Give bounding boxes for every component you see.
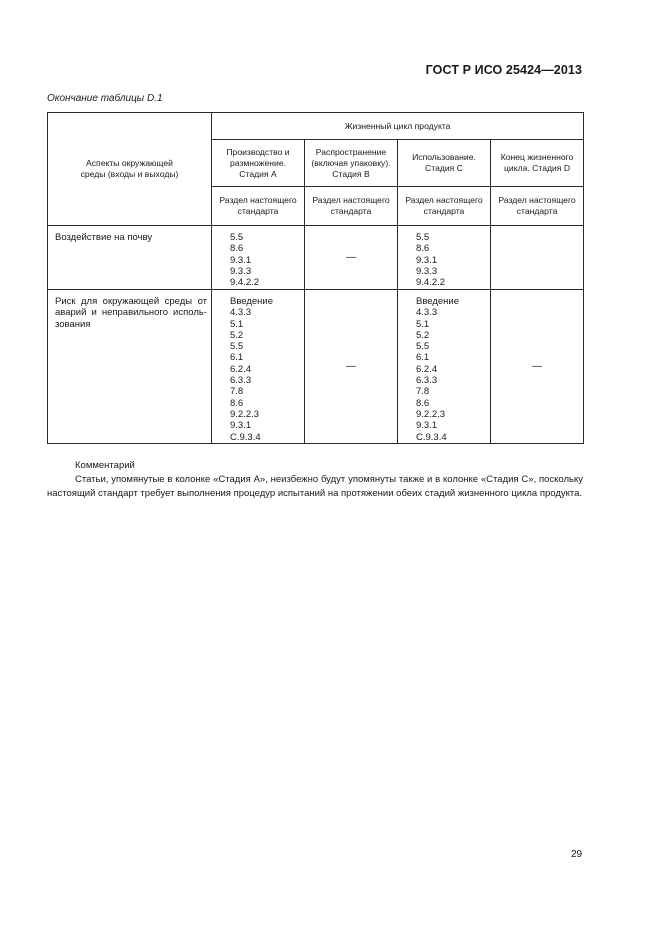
stage-a-header-text: Производство и размножение. Стадия А xyxy=(226,146,290,179)
section-ref: 6.3.3 xyxy=(416,375,438,387)
environmental-aspects-table xyxy=(47,112,584,444)
section-ref: 8.6 xyxy=(230,243,244,255)
section-label-c-text: Раздел настоящего стандарта xyxy=(405,195,483,216)
section-ref: 5.5 xyxy=(416,232,430,243)
section-ref: Введение xyxy=(230,296,274,307)
section-ref: 5.5 xyxy=(230,341,244,353)
stage-a-sections xyxy=(212,290,305,444)
stage-c-header xyxy=(398,140,491,187)
stage-a-sections xyxy=(212,226,305,290)
section-ref: 9.2.2.3 xyxy=(230,408,260,420)
table-caption: Окончание таблицы D.1 xyxy=(47,93,163,104)
section-label-a xyxy=(212,187,305,226)
section-ref: 4.3.3 xyxy=(416,307,438,319)
section-ref: 6.2.4 xyxy=(416,363,438,375)
section-label-b-text: Раздел настоящего стандарта xyxy=(312,195,390,216)
section-ref: 4.3.3 xyxy=(230,307,252,319)
section-ref: 5.5 xyxy=(230,232,244,243)
comment-text: Статьи, упомянутые в колонке «Стадия А», неизбежно будут упомянуты также и в колонке «Стадия С», поскольку настоящий стандарт требует выполнения процедур испытаний на протяжении обеих стадий жизненного цикла продукта. xyxy=(47,474,583,499)
section-ref: 8.6 xyxy=(230,397,244,409)
section-ref: 9.3.1 xyxy=(230,254,252,266)
stage-a-header xyxy=(212,140,305,187)
section-ref: 9.3.1 xyxy=(416,254,438,266)
stage-c-header-text: Использование. Стадия С xyxy=(412,152,476,173)
stage-b-header xyxy=(305,140,398,187)
lifecycle-header: Жизненный цикл продукта xyxy=(212,113,584,140)
aspects-header-text: Аспекты окружающей среды (входы и выходы) xyxy=(80,158,179,179)
section-ref: 9.2.2.3 xyxy=(416,408,446,420)
section-ref: 5.1 xyxy=(230,318,244,330)
section-ref: 5.2 xyxy=(416,329,430,341)
section-ref: 6.3.3 xyxy=(230,375,252,387)
section-ref: C.9.3.4 xyxy=(230,431,261,443)
section-ref: 9.3.1 xyxy=(416,420,438,432)
stage-b-header-text: Распространение (включая упаковку). Стадия В xyxy=(311,146,391,179)
aspect-soil: Воздействие на почву xyxy=(48,226,212,290)
table-row xyxy=(48,226,584,290)
section-ref: 9.4.2.2 xyxy=(230,277,260,289)
stage-d-dash: — xyxy=(491,290,584,444)
stage-c-sections xyxy=(398,290,491,444)
section-ref: Введение xyxy=(416,296,460,307)
comment-title: Комментарий xyxy=(75,460,135,471)
section-label-b xyxy=(305,187,398,226)
section-ref: 7.8 xyxy=(230,386,244,398)
stage-c-sections xyxy=(398,226,491,290)
section-ref: 5.5 xyxy=(416,341,430,353)
section-ref: C.9.3.4 xyxy=(416,431,447,443)
section-ref: 8.6 xyxy=(416,243,430,255)
section-ref: 5.1 xyxy=(416,318,430,330)
section-label-d xyxy=(491,187,584,226)
section-ref: 9.4.2.2 xyxy=(416,277,446,289)
aspect-risk: Риск для окружающей среды от аварий и неправильного использования xyxy=(48,290,212,444)
stage-b-dash: — xyxy=(305,226,398,290)
section-ref: 5.2 xyxy=(230,329,244,341)
section-ref: 9.3.3 xyxy=(230,265,252,277)
table-row xyxy=(48,290,584,444)
section-label-d-text: Раздел настоящего стандарта xyxy=(498,195,576,216)
section-ref: 9.3.1 xyxy=(230,420,252,432)
section-ref: 9.3.3 xyxy=(416,265,438,277)
stage-d-empty xyxy=(491,226,584,290)
page-number: 29 xyxy=(571,849,583,860)
section-ref: 6.2.4 xyxy=(230,363,252,375)
aspects-header xyxy=(48,113,212,226)
section-ref: 6.1 xyxy=(230,352,244,364)
document-id: ГОСТ Р ИСО 25424—2013 xyxy=(425,63,582,77)
section-ref: 8.6 xyxy=(416,397,430,409)
stage-b-dash: — xyxy=(305,290,398,444)
section-label-a-text: Раздел настоящего стандарта xyxy=(219,195,297,216)
stage-d-header-text: Конец жизненного цикла. Стадия D xyxy=(500,152,574,173)
section-ref: 7.8 xyxy=(416,386,430,398)
section-label-c xyxy=(398,187,491,226)
section-ref: 6.1 xyxy=(416,352,430,364)
stage-d-header xyxy=(491,140,584,187)
